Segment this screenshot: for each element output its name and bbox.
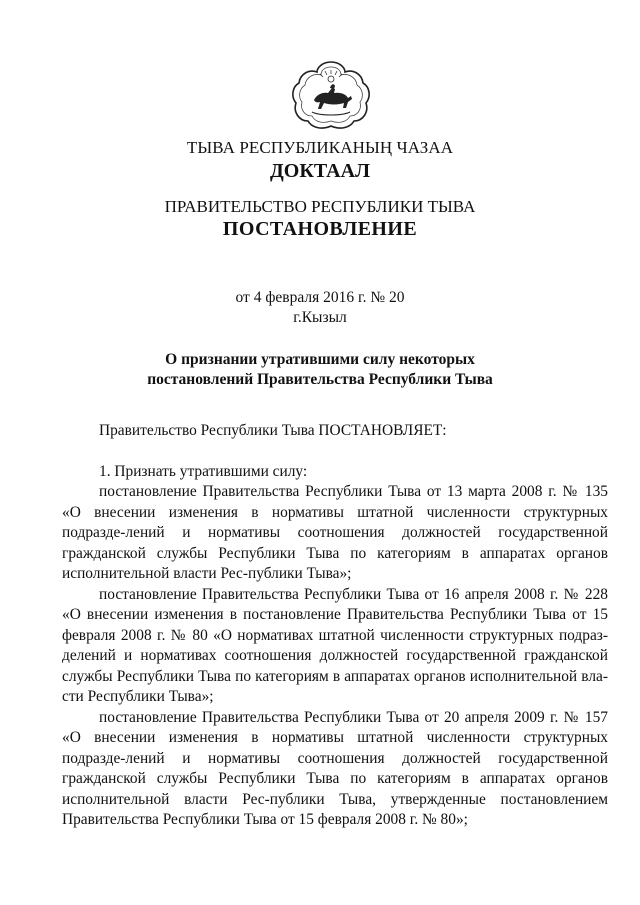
tyva-republic-heading: ТЫВА РЕСПУБЛИКАНЫҢ ЧАЗАА (186, 138, 454, 157)
document-title-line-2: постановлений Правительства Республики Тыва (147, 371, 493, 388)
date-number-line: от 4 февраля 2016 г. № 20 (235, 289, 405, 306)
tyva-doc-type-heading: ДОКТААЛ (270, 160, 370, 182)
repealed-decree-3: постановление Правительства Республики Тыва от 20 апреля 2009 г. № 157 «О внесении изменения в нормативы штатной численности структурных подразде-лений и нормативы соотношения должностей государственной гражданской службы Республики Тыва по категориям в аппаратах органов исполнительной власти Рес-публики Тыва, утвержденные постановлением Правительства Республики Тыва от 15 февраля 2008 г. № 80»; (62, 708, 608, 828)
document-body (62, 421, 608, 831)
republic-of-tuva-emblem-icon (290, 58, 372, 130)
city-line: г.Кызыл (293, 309, 347, 326)
repealed-decree-1: постановление Правительства Республики Тыва от 13 марта 2008 г. № 135 «О внесении изменения в нормативы штатной численности структурных подразде-лений и нормативы соотношения должностей государственной гражданской службы Республики Тыва по категориям в аппаратах органов исполнительной власти Рес-публики Тыва»; (62, 483, 608, 582)
repealed-decree-2: постановление Правительства Республики Тыва от 16 апреля 2008 г. № 228 «О внесении изменения в постановление Правительства Республики Тыва от 15 февраля 2008 г. № 80 «О нормативах штатной численности структурных подраз-делений и нормативах соотношения должностей государственной гражданской службы Республики Тыва по категориям в аппаратах органов исполнительной вла-сти Республики Тыва»; (62, 585, 608, 705)
government-heading: ПРАВИТЕЛЬСТВО РЕСПУБЛИКИ ТЫВА (164, 197, 476, 216)
doc-type-heading: ПОСТАНОВЛЕНИЕ (222, 218, 418, 240)
document-title-line-1: О признании утратившими силу некоторых (165, 351, 475, 368)
item-1: 1. Признать утратившими силу: (99, 462, 308, 480)
resolution-intro: Правительство Республики Тыва ПОСТАНОВЛЯЕТ: (99, 422, 447, 439)
